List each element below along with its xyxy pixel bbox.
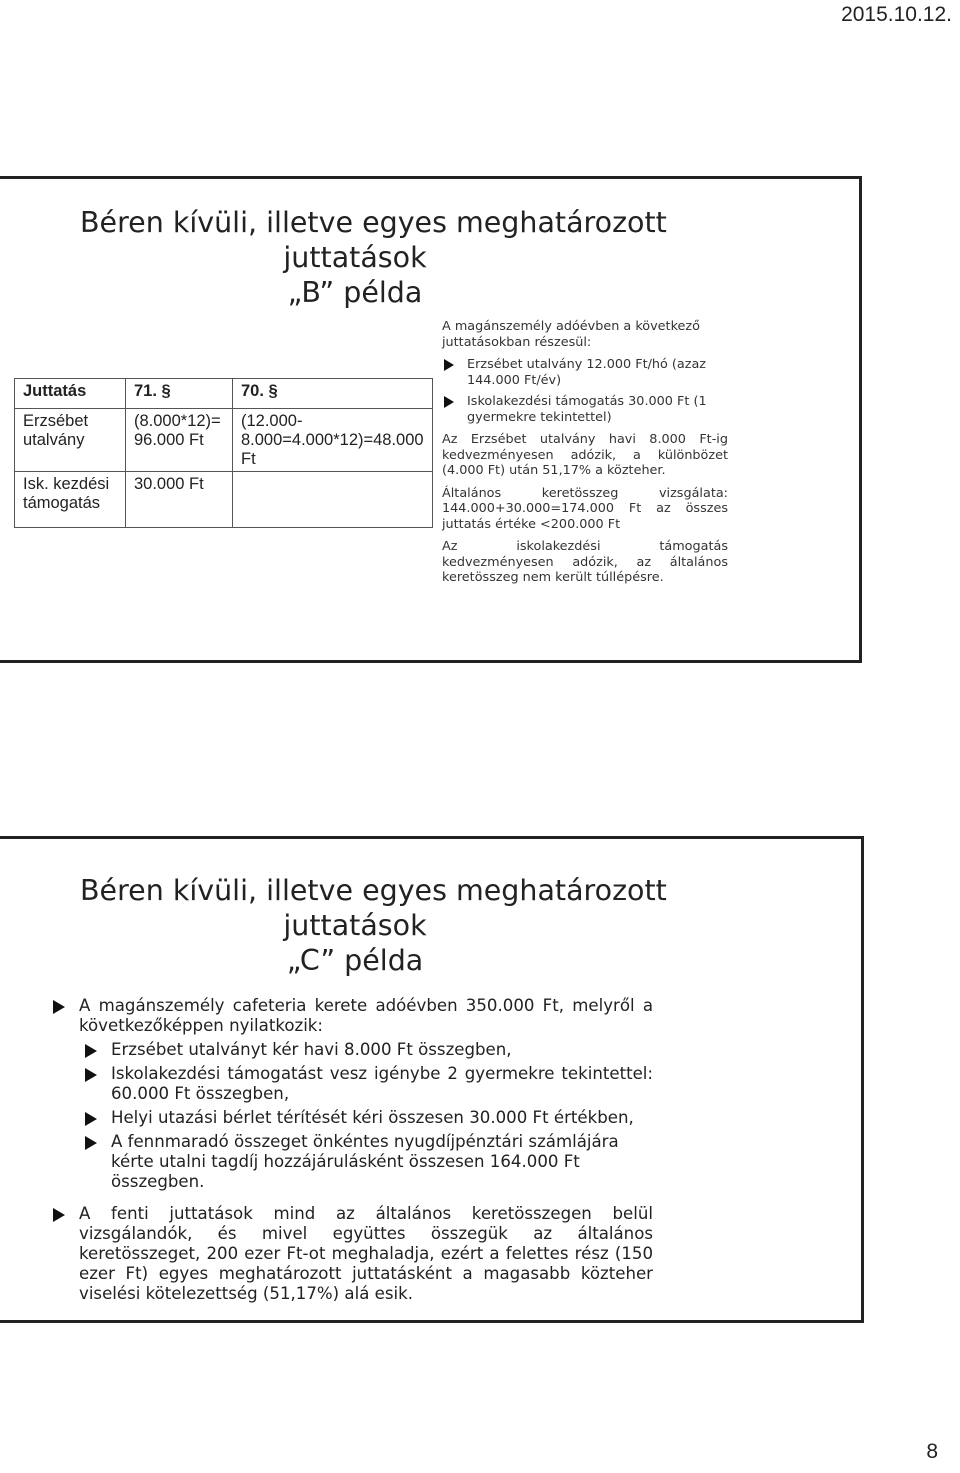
intro-text: A magánszemély adóévben a következő juttatásokban részesül: bbox=[442, 319, 700, 350]
paragraph: Általános keretösszeg vizsgálata: 144.000+30.000=174.000 Ft az összes juttatás értéke <200.000 Ft bbox=[442, 485, 728, 532]
list-item bbox=[53, 1108, 653, 1128]
list-item bbox=[53, 1064, 653, 1104]
table-cell: (8.000*12)= 96.000 Ft bbox=[126, 409, 233, 472]
table-header-cell: 70. § bbox=[233, 379, 433, 409]
title-line: Béren kívüli, illetve egyes meghatározott bbox=[80, 874, 667, 907]
triangle-bullet-icon bbox=[85, 1136, 97, 1150]
list-item bbox=[442, 394, 728, 425]
list-item bbox=[53, 996, 653, 1036]
title-line: juttatások bbox=[283, 241, 427, 274]
table-header-cell: 71. § bbox=[126, 379, 233, 409]
list-item-text: Erzsébet utalványt kér havi 8.000 Ft összegben, bbox=[111, 1040, 512, 1059]
list-item-text: Iskolakezdési támogatás 30.000 Ft (1 gyermekre tekintettel) bbox=[467, 394, 707, 425]
slide-title bbox=[80, 205, 667, 310]
title-line: juttatások bbox=[283, 909, 427, 942]
triangle-bullet-icon bbox=[53, 1000, 65, 1014]
list-item-text: A fenti juttatások mind az általános keretösszegen belül vizsgálandók, és mivel együttes összegük az általános keretösszeget, 200 ezer Ft-ot meghaladja, ezért a felettes rész (150 ezer Ft) egyes meghatározott juttatásként a magasabb közteher viselési kötelezettség (51,17%) alá esik. bbox=[79, 1204, 653, 1303]
triangle-bullet-icon bbox=[53, 1208, 65, 1222]
slide-title bbox=[80, 873, 667, 978]
table-cell: Isk. kezdési támogatás bbox=[15, 472, 126, 528]
page-number: 8 bbox=[926, 1440, 938, 1463]
triangle-bullet-icon bbox=[444, 359, 454, 371]
table-header-row bbox=[15, 379, 433, 409]
benefits-table bbox=[14, 378, 433, 528]
list-item bbox=[53, 1040, 653, 1060]
triangle-bullet-icon bbox=[85, 1044, 97, 1058]
list-item-text: A magánszemély cafeteria kerete adóévben 350.000 Ft, melyről a következőképpen nyilatkozik: bbox=[79, 996, 653, 1035]
list-item-text: Iskolakezdési támogatást vesz igénybe 2 gyermekre tekintettel: 60.000 Ft összegben, bbox=[111, 1064, 653, 1103]
list-item bbox=[442, 357, 728, 388]
paragraph: Az Erzsébet utalvány havi 8.000 Ft-ig kedvezményesen adózik, a különbözet (4.000 Ft) után 51,17% a közteher. bbox=[442, 432, 728, 478]
list-item bbox=[53, 1204, 653, 1304]
table-cell: Erzsébet utalvány bbox=[15, 409, 126, 472]
title-line: „B” példa bbox=[287, 276, 423, 309]
title-line: „C” példa bbox=[286, 944, 424, 977]
slide-b-example bbox=[0, 176, 862, 663]
table-cell: (12.000-8.000=4.000*12)=48.000 Ft bbox=[233, 409, 433, 472]
title-line: Béren kívüli, illetve egyes meghatározott bbox=[80, 206, 667, 239]
table-row bbox=[15, 472, 433, 528]
triangle-bullet-icon bbox=[85, 1068, 97, 1082]
table-row bbox=[15, 409, 433, 472]
list-item-text: A fennmaradó összeget önkéntes nyugdíjpénztári számlájára kérte utalni tagdíj hozzájárulásként összesen 164.000 Ft összegben. bbox=[111, 1132, 619, 1191]
slide-c-example bbox=[0, 836, 864, 1323]
triangle-bullet-icon bbox=[444, 396, 454, 408]
list-item-text: Helyi utazási bérlet térítését kéri összesen 30.000 Ft értékben, bbox=[111, 1108, 634, 1127]
paragraph: Az iskolakezdési támogatás kedvezményesen adózik, az általános keretösszeg nem került túllépésre. bbox=[442, 539, 728, 585]
slide-body bbox=[53, 996, 653, 1308]
list-item bbox=[53, 1132, 653, 1192]
table-cell: 30.000 Ft bbox=[126, 472, 233, 528]
table-header-cell: Juttatás bbox=[15, 379, 126, 409]
triangle-bullet-icon bbox=[85, 1112, 97, 1126]
explanation-column bbox=[442, 319, 728, 593]
table-cell bbox=[233, 472, 433, 528]
bullet-list bbox=[442, 357, 728, 425]
list-item-text: Erzsébet utalvány 12.000 Ft/hó (azaz 144.000 Ft/év) bbox=[467, 357, 707, 388]
header-date: 2015.10.12. bbox=[841, 3, 952, 26]
